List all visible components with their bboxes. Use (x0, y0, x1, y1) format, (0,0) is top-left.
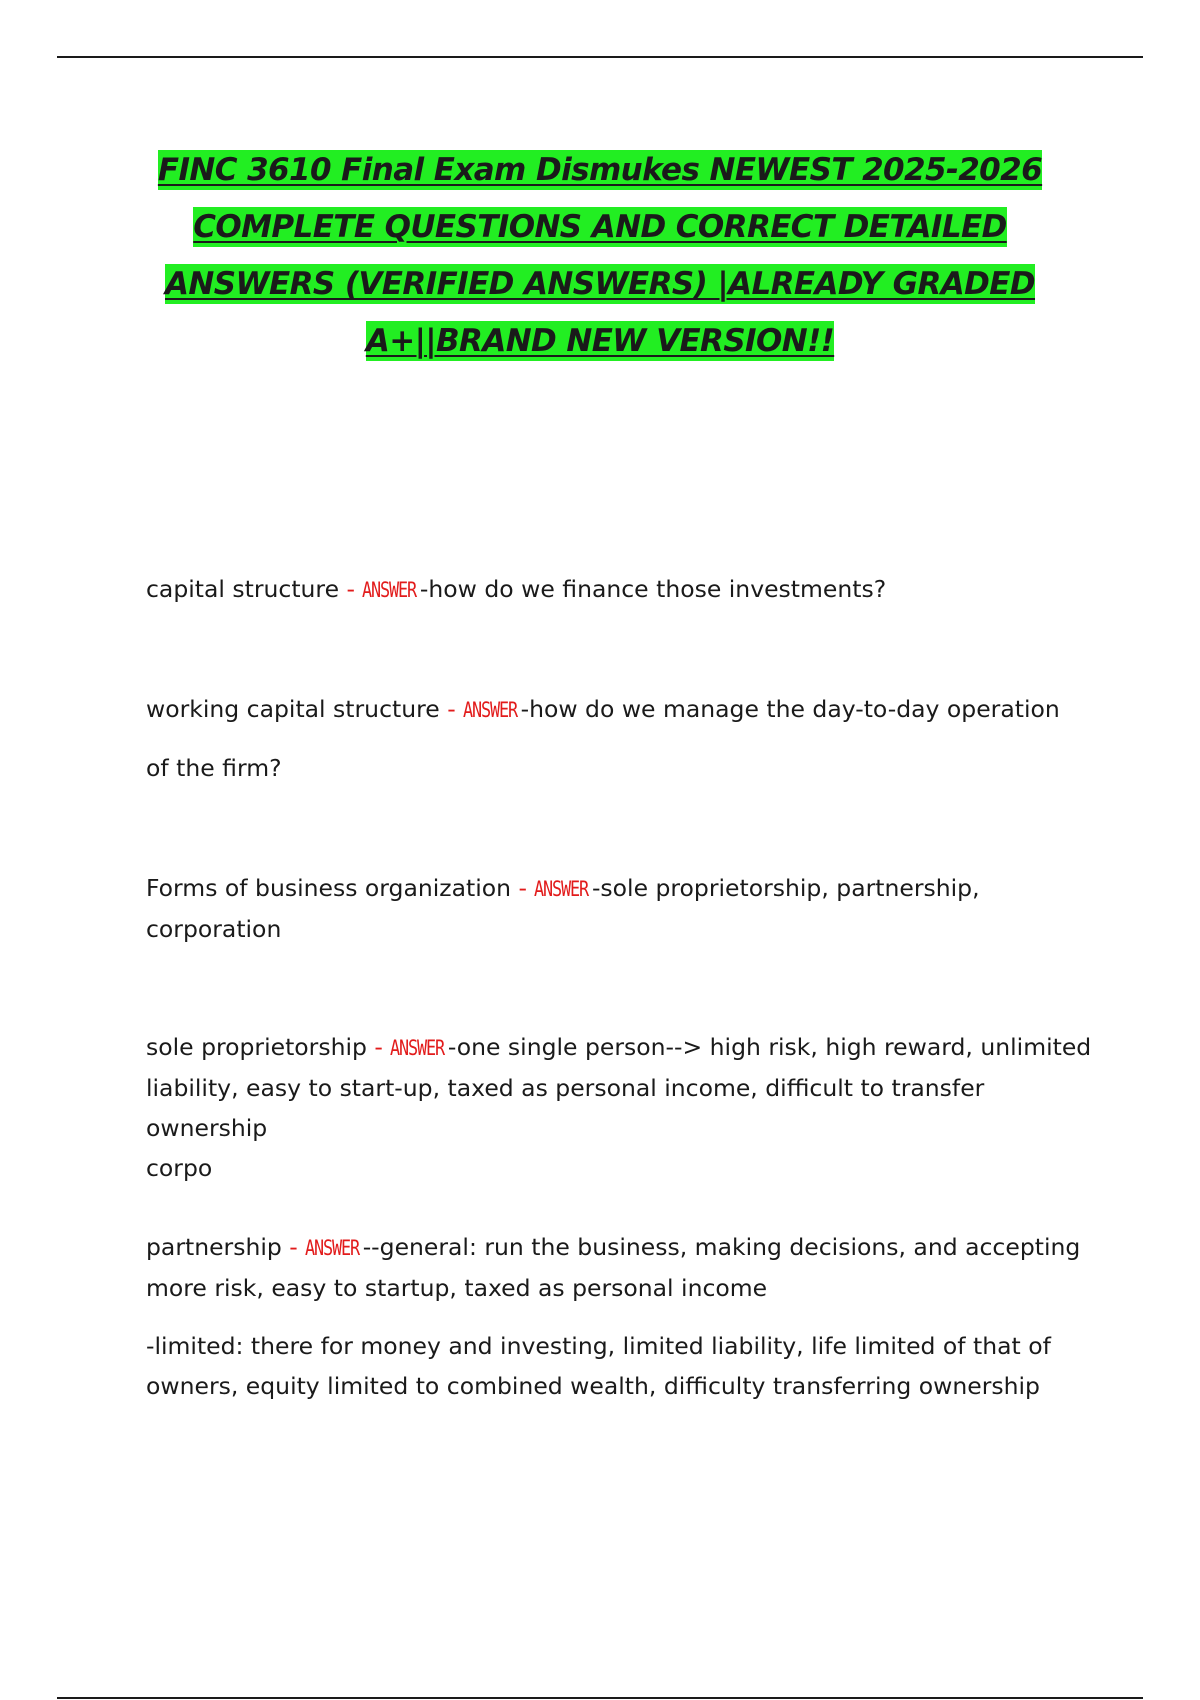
answer-paragraph-line-2: owners, equity limited to combined wealth, difficulty transferring ownership (146, 1372, 1040, 1400)
footer-rule (57, 1697, 1143, 1699)
answer-text: -how do we manage the day-to-day operation (520, 695, 1060, 723)
qa-entry-partnership (146, 1227, 1106, 1308)
answer-tag: ANSWER (305, 1236, 360, 1260)
separator: - (339, 575, 363, 603)
term: partnership (146, 1233, 282, 1261)
qa-entry-sole-proprietorship (146, 1027, 1106, 1188)
answer-text: -sole proprietorship, partnership, (591, 874, 980, 902)
separator: - (281, 1233, 306, 1261)
answer-text: -one single person--> high risk, high reward, unlimited (447, 1033, 1092, 1061)
header-rule (57, 56, 1143, 58)
term: working capital structure (146, 695, 440, 723)
qa-entry-forms-of-business-organization (146, 868, 1106, 949)
term: sole proprietorship (146, 1033, 367, 1061)
answer-text-continued: liability, easy to start-up, taxed as personal income, difficult to transfer ownership (146, 1074, 985, 1142)
answer-text-continued: more risk, easy to startup, taxed as personal income (146, 1274, 768, 1302)
answer-tag: ANSWER (362, 578, 417, 602)
answer-text: --general: run the business, making decisions, and accepting (362, 1233, 1081, 1261)
qa-entry-partnership-limited (146, 1326, 1106, 1406)
title-line-3: ANSWERS (VERIFIED ANSWERS) |ALREADY GRADED (165, 266, 1035, 302)
answer-text-continued: of the firm? (146, 754, 282, 782)
title-line-1: FINC 3610 Final Exam Dismukes NEWEST 2025-2026 (157, 152, 1043, 188)
separator: - (366, 1033, 391, 1061)
title-line-4: A+||BRAND NEW VERSION!! (365, 323, 835, 359)
title-line-2: COMPLETE QUESTIONS AND CORRECT DETAILED (193, 209, 1007, 245)
document-title (120, 142, 1080, 370)
answer-tag: ANSWER (463, 698, 518, 722)
answer-tag: ANSWER (534, 877, 589, 901)
answer-text: -how do we finance those investments? (419, 575, 887, 603)
answer-text-continued-2: corpo (146, 1154, 213, 1182)
separator: - (511, 874, 535, 902)
term: capital structure (146, 575, 340, 603)
term: Forms of business organization (146, 874, 512, 902)
separator: - (439, 695, 464, 723)
answer-tag: ANSWER (390, 1036, 445, 1060)
answer-text-continued: corporation (146, 915, 282, 943)
qa-entry-working-capital-structure (146, 680, 1106, 797)
answer-paragraph-line-1: -limited: there for money and investing, limited liability, life limited of that of (146, 1332, 1051, 1360)
qa-entry-capital-structure (146, 569, 1106, 610)
